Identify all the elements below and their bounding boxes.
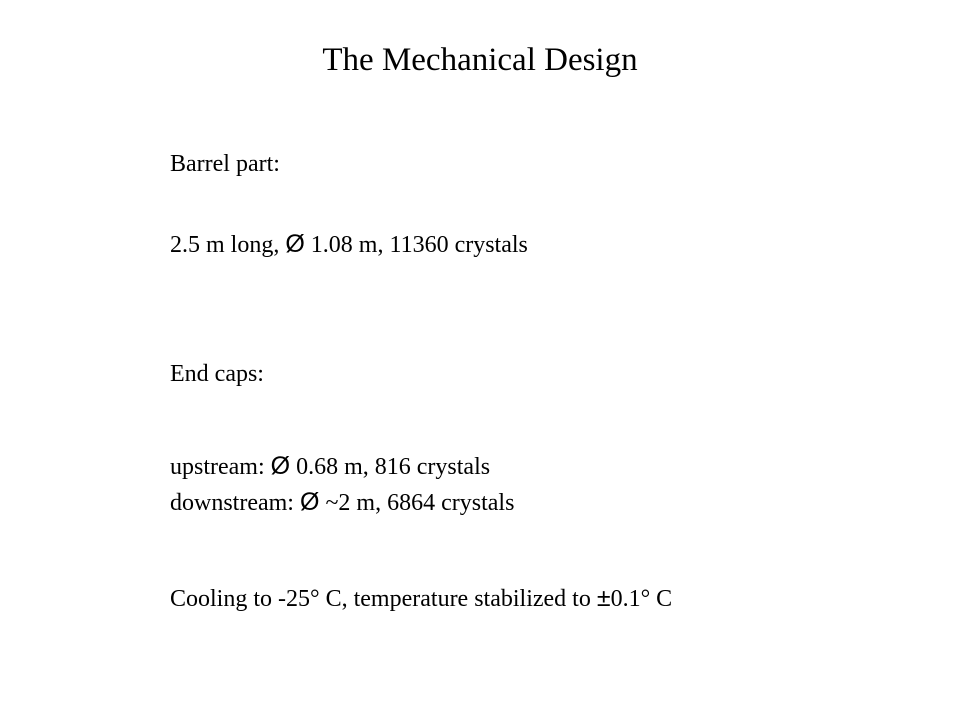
downstream-suffix: ~2 m, 6864 crystals xyxy=(319,490,515,516)
cooling-suffix: 0.1° C xyxy=(610,586,673,612)
downstream-spec xyxy=(170,486,514,519)
upstream-suffix: 0.68 m, 816 crystals xyxy=(290,454,491,480)
barrel-spec-suffix: 1.08 m, 11360 crystals xyxy=(304,232,528,258)
downstream-prefix: downstream: xyxy=(170,490,300,516)
cooling-prefix: Cooling to -25° C, temperature stabilized to xyxy=(170,586,597,612)
diameter-symbol: Ø xyxy=(270,452,291,480)
slide-title: The Mechanical Design xyxy=(322,42,638,78)
plusminus-symbol: ± xyxy=(596,584,611,612)
barrel-heading: Barrel part: xyxy=(170,151,280,177)
cooling-spec xyxy=(170,582,672,615)
upstream-prefix: upstream: xyxy=(170,454,271,480)
barrel-spec-prefix: 2.5 m long, xyxy=(170,232,286,258)
endcaps-heading: End caps: xyxy=(170,361,264,387)
diameter-symbol: Ø xyxy=(285,230,305,258)
upstream-spec xyxy=(170,450,490,483)
barrel-spec xyxy=(170,228,528,261)
diameter-symbol: Ø xyxy=(299,488,320,516)
